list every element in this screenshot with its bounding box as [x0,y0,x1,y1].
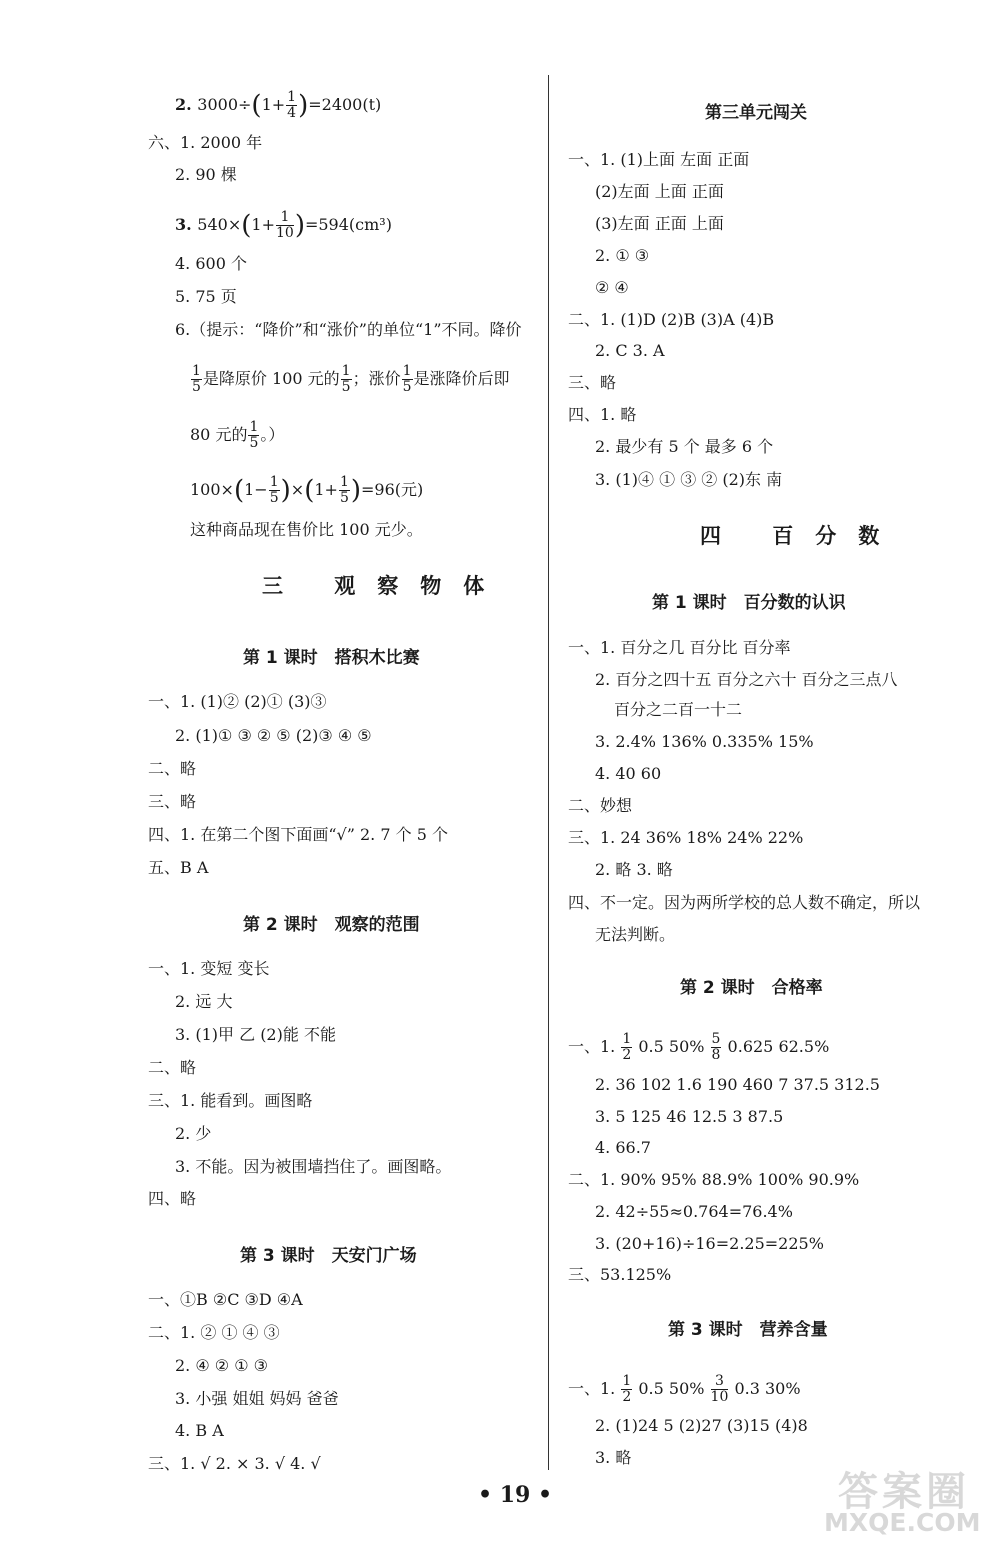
answer-line: (2)左面 上面 正面 [595,182,724,201]
section-title: 第三单元闯关 [705,103,807,123]
left-line-11: 这种商品现在售价比 100 元少。 [190,520,423,539]
answer-line: 2. C 3. A [595,341,665,360]
answer-line: 4. 40 60 [595,764,662,783]
answer-line: 3. 不能。因为被围墙挡住了。画图略。 [175,1157,452,1176]
answer-line: 三、1. 能看到。画图略 [148,1091,313,1110]
answer-line: 三、53.125% [568,1265,672,1284]
left-line-3: 2. 90 棵 [175,165,237,184]
answer-line: 四、1. 在第二个图下面画“√” 2. 7 个 5 个 [148,825,448,844]
answer-line: 3. (20+16)÷16=2.25=225% [595,1234,824,1253]
answer-line: 2. 远 大 [175,992,233,1011]
left-line-4: 3. 540×(1+ $\frac{1}{10}$ )=594(cm³) [175,209,392,241]
left-line-1: 2. 3000÷(1+ $\frac{1}{4}$ )=2400(t) [175,89,382,121]
answer-line: 3. (1)甲 乙 (2)能 不能 [175,1025,336,1044]
answer-line: 2. (1)24 5 (2)27 (3)15 (4)8 [595,1416,808,1435]
answer-line: 二、1. 90% 95% 88.9% 100% 90.9% [568,1170,860,1189]
answer-line: 一、1. $\frac{1}{2}$ 0.5 50% $\frac{5}{8}$ 0.625 62.5% [568,1031,830,1063]
answer-line: 百分之二百一十二 [614,700,743,719]
answer-line: 四、不一定。因为两所学校的总人数不确定，所以 [568,893,921,912]
answer-line: 四、略 [148,1189,197,1208]
answer-line: ② ④ [595,278,629,297]
answer-line: 2. 百分之四十五 百分之六十 百分之三点八 [595,670,898,689]
answer-line: 一、1. (1)② (2)① (3)③ [148,692,327,711]
watermark [820,1460,995,1540]
watermark-bottom: MXQE.COM [824,1508,981,1537]
answer-line: 三、略 [148,792,197,811]
answer-line: 2. ④ ② ① ③ [175,1356,268,1375]
answer-line: 一、1. 百分之几 百分比 百分率 [568,638,791,657]
answer-line: 3. 2.4% 136% 0.335% 15% [595,732,814,751]
left-line-9: 80 元的 $\frac{1}{5}$ 。） [190,419,285,451]
answer-line: 3. 略 [595,1448,632,1467]
answer-line: 三、1. √ 2. × 3. √ 4. √ [148,1454,321,1473]
answer-line: 4. 66.7 [595,1138,651,1157]
section-title: 第 2 课时 观察的范围 [243,915,420,935]
section-title: 第 3 课时 营养含量 [668,1320,828,1340]
answer-line: 2. 42÷55≈0.764=76.4% [595,1202,793,1221]
column-divider [548,75,549,1470]
answer-line: 五、B A [148,858,209,877]
unit-title-3: 三 观察物体 [262,573,507,598]
answer-line: 二、1. ② ① ④ ③ [148,1323,280,1342]
answer-line: 二、妙想 [568,796,633,815]
answer-line: 3. 5 125 46 12.5 3 87.5 [595,1107,784,1126]
left-line-5: 4. 600 个 [175,254,247,273]
page-number: • 19 • [478,1482,553,1508]
section-title: 第 2 课时 合格率 [680,978,823,998]
left-line-2: 六、1. 2000 年 [148,133,263,152]
answer-line: 无法判断。 [595,925,676,944]
answer-line: 二、略 [148,759,197,778]
answer-line: 3. (1)④ ① ③ ② (2)东 南 [595,470,783,489]
answer-line: 四、1. 略 [568,405,637,424]
section-title: 第 1 课时 搭积木比赛 [243,648,420,668]
answer-line: 二、1. (1)D (2)B (3)A (4)B [568,310,775,329]
section-title: 第 1 课时 百分数的认识 [652,593,846,613]
answer-line: 2. 最少有 5 个 最多 6 个 [595,437,774,456]
answer-line: 3. 小强 姐姐 妈妈 爸爸 [175,1389,339,1408]
left-line-8: $\frac{1}{5}$ 是降原价 100 元的 $\frac{1}{5}$ ；涨价 $\frac{1}{5}$ 是涨降价后即 [192,363,510,395]
left-line-7: 6.（提示：“降价”和“涨价”的单位“1”不同。降价 [175,320,522,339]
answer-line: 2. (1)① ③ ② ⑤ (2)③ ④ ⑤ [175,726,372,745]
answer-line: 一、1. 变短 变长 [148,959,270,978]
left-line-10: 100×(1− $\frac{1}{5}$ )×(1+ $\frac{1}{5}$ )=96(元) [190,474,424,506]
answer-line: 三、1. 24 36% 18% 24% 22% [568,828,804,847]
answer-line: 2. 略 3. 略 [595,860,673,879]
answer-line: 二、略 [148,1058,197,1077]
answer-line: 2. 少 [175,1124,212,1143]
answer-line: 一、1. $\frac{1}{2}$ 0.5 50% $\frac{3}{10}$ 0.3 30% [568,1373,801,1405]
section-title: 第 3 课时 天安门广场 [240,1246,417,1266]
answer-line: 2. ① ③ [595,246,650,265]
answer-line: (3)左面 正面 上面 [595,214,724,233]
answer-line: 2. 36 102 1.6 190 460 7 37.5 312.5 [595,1075,880,1094]
answer-line: 三、略 [568,373,617,392]
left-line-6: 5. 75 页 [175,287,237,306]
answer-line: 4. B A [175,1421,224,1440]
watermark-top: 答案圈 [838,1469,970,1515]
unit-title-4: 四 百分数 [700,523,902,548]
answer-line: 一、①B ②C ③D ④A [148,1290,303,1309]
answer-line: 一、1. (1)上面 左面 正面 [568,150,750,169]
